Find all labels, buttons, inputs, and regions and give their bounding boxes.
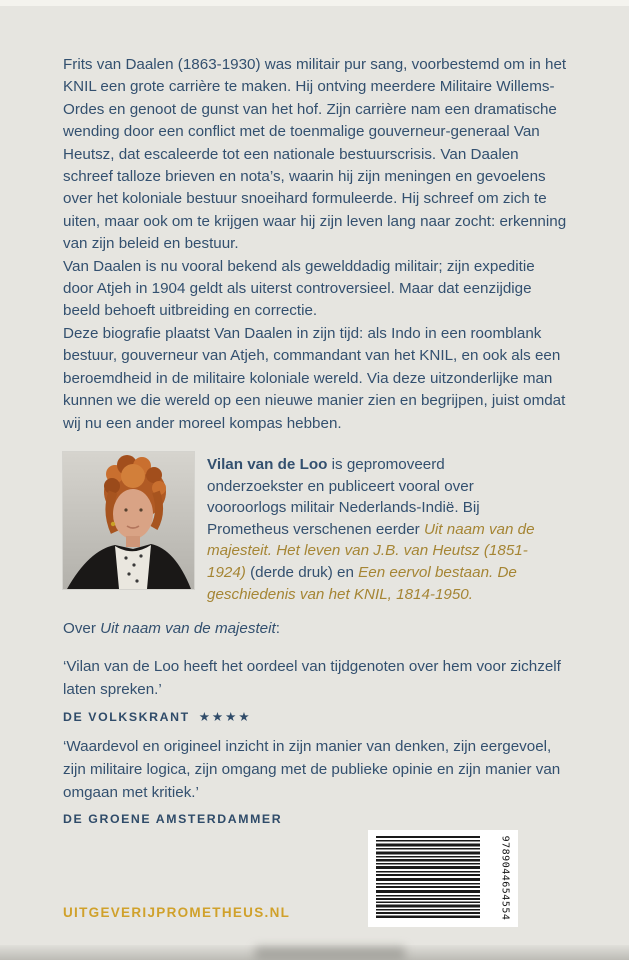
author-portrait-photo <box>63 452 194 589</box>
review-quote: ‘Vilan van de Loo heeft het oordeel van tijdgenoten over hem voor zichzelf laten spreken.’ <box>63 658 561 698</box>
author-section <box>63 452 569 605</box>
barcode-number: 9789044654554 <box>499 835 511 921</box>
barcode <box>368 830 518 927</box>
review-volkskrant <box>63 655 569 724</box>
review-source-name: DE VOLKSKRANT <box>63 710 190 724</box>
author-portrait-illustration <box>63 452 194 589</box>
author-bio <box>207 454 537 605</box>
publisher-website: UITGEVERIJPROMETHEUS.NL <box>63 905 291 920</box>
review-quote: ‘Waardevol en origineel inzicht in zijn manier van denken, zijn eergevoel, zijn militaire logica, zijn omgang met de publieke opinie en zijn manier van omgaan met kritiek.’ <box>63 738 561 801</box>
star-rating: ★★★★ <box>198 710 252 724</box>
review-source <box>63 709 569 724</box>
reviews-heading <box>63 620 280 637</box>
scan-top-edge <box>0 0 629 6</box>
review-groene-amsterdammer <box>63 735 569 826</box>
book-title-een-eervol-bestaan: Een eervol bestaan. De geschiedenis van het KNIL, 1814-1950. <box>207 563 517 603</box>
author-bio-mid-text: (derde druk) en <box>245 563 359 581</box>
review-source-name: DE GROENE AMSTERDAMMER <box>63 812 283 826</box>
barcode-number-area <box>496 830 514 927</box>
author-bio-text: is gepromoveerd onderzoekster en publiceert vooral over vooroorlogs militair Nederlands-Indië. Bij Prometheus verschenen eerder <box>207 456 480 538</box>
book-shadow <box>255 947 405 960</box>
review-source <box>63 812 569 826</box>
author-name: Vilan van de Loo <box>207 456 328 473</box>
synopsis-paragraph-3: Deze biografie plaatst Van Daalen in zijn tijd: als Indo in een roomblank bestuur, gouverneur van Atjeh, commandant van het KNIL, en ook als een beroemdheid in de militaire koloniale wereld. Via deze uitzonderlijke man kunnen we die wereld op een nieuwe manier zien en begrijpen, juist omdat wij nu een ander moreel kompas hebben. <box>63 324 566 432</box>
synopsis-paragraph-1: Frits van Daalen (1863-1930) was militair pur sang, voorbestemd om in het KNIL een grote carrière te maken. Hij ontving meerdere Militaire Willems-Ordes en genoot de gunst van het hof. Zijn carrière nam een dramatische wending door een conflict met de toenmalige gouverneur-generaal Van Heutsz, dat escaleerde tot een nationale bestuurscrisis. Van Daalen schreef talloze brieven en nota’s, waarin hij zijn meningen en gevoelens over het koloniale bestuur snoeihard formuleerde. Hij schreef om zich te uiten, maar ook om te krijgen waar hij zijn leven lang naar zocht: erkenning van zijn beleid en bestuur. <box>63 56 567 253</box>
synopsis <box>63 54 569 435</box>
reviewed-book-title: Uit naam van de majesteit <box>100 620 276 637</box>
reviews-heading-prefix: Over <box>63 620 101 637</box>
synopsis-paragraph-2: Van Daalen is nu vooral bekend als gewelddadig militair; zijn expeditie door Atjeh in 1904 geldt als uiterst controversieel. Maar dat eenzijdige beeld behoeft uitbreiding en correctie. <box>63 257 535 320</box>
reviews-heading-suffix: : <box>275 620 280 637</box>
book-title-van-heutsz: Uit naam van de majesteit. Het leven van J.B. van Heutsz (1851-1924) <box>207 520 535 581</box>
